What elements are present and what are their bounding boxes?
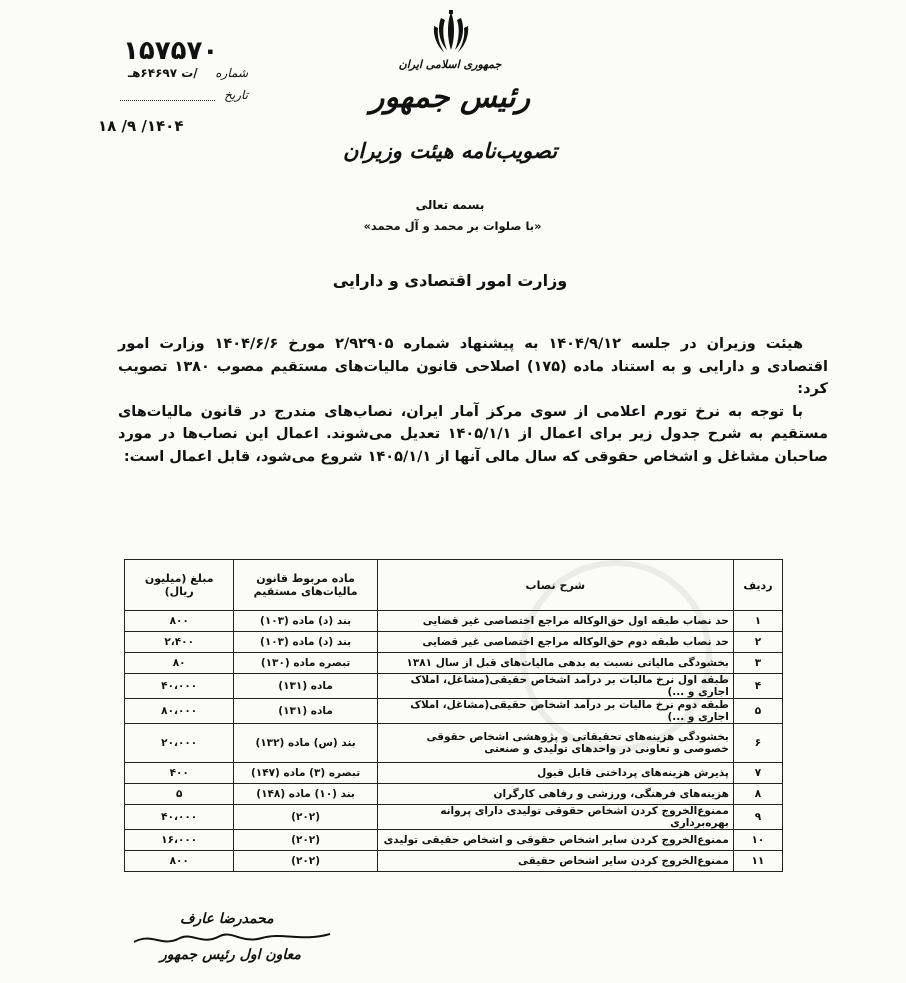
description-cell: حد نصاب طبقه اول حق‌الوکاله مراجع اختصاصی غیر قضایی — [377, 611, 733, 632]
amount-cell: ۸۰۰ — [125, 611, 234, 632]
law-cell: تبصره (۳) ماده (۱۴۷) — [234, 763, 377, 784]
law-cell: (۲۰۲) — [234, 830, 377, 851]
header-row-number: ردیف — [733, 560, 782, 611]
body-paragraph-2: با توجه به نرخ تورم اعلامی از سوی مرکز آمار ایران، نصاب‌های مندرج در قانون مالیات‌های مستقیم به شرح جدول زیر برای اعمال از ۱۴۰۵/۱/۱ تعدیل می‌شوند. اعمال این نصاب‌ها در مورد صاحبان مشاغل و اشخاص حقوقی که سال مالی آنها از ۱۴۰۵/۱/۱ شروع می‌شود، قابل اعمال است: — [118, 403, 828, 465]
date-label: تاریخ — [224, 88, 248, 102]
amount-cell: ۴۰،۰۰۰ — [125, 805, 234, 830]
table-row — [125, 805, 783, 830]
number-ref: /ت ۶۴۶۹۷هـ — [128, 66, 198, 80]
row-number-cell: ۸ — [733, 784, 782, 805]
letter-number: ۱۵۷۵۷۰ — [123, 36, 219, 66]
amount-cell: ۴۰۰ — [125, 763, 234, 784]
table-row — [125, 830, 783, 851]
amount-cell: ۵ — [125, 784, 234, 805]
row-number-cell: ۱۱ — [733, 851, 782, 872]
row-number-cell: ۱ — [733, 611, 782, 632]
amount-cell: ۸۰۰ — [125, 851, 234, 872]
row-number-cell: ۹ — [733, 805, 782, 830]
table-row — [125, 632, 783, 653]
table-row — [125, 851, 783, 872]
table-row — [125, 674, 783, 699]
description-cell: ممنوع‌الخروج کردن سایر اشخاص حقیقی — [377, 851, 733, 872]
signer-title: معاون اول رئیس جمهور — [160, 947, 301, 963]
salawat: «با صلوات بر محمد و آل محمد» — [363, 219, 542, 233]
header-law: ماده مربوط قانون مالیات‌های مستقیم — [234, 560, 377, 611]
law-cell: بند (س) ماده (۱۳۲) — [234, 724, 377, 763]
row-number-cell: ۷ — [733, 763, 782, 784]
header-amount: مبلغ (میلیون ریال) — [125, 560, 234, 611]
office-title: رئیس جمهور — [369, 80, 531, 115]
description-cell: پذیرش هزینه‌های پرداختی قابل قبول — [377, 763, 733, 784]
table-header-row — [125, 560, 783, 611]
description-cell: بخشودگی هزینه‌های تحقیقاتی و پژوهشی اشخاص حقوقی خصوصی و تعاونی در واحدهای تولیدی و صنعتی — [377, 724, 733, 763]
law-cell: تبصره ماده (۱۳۰) — [234, 653, 377, 674]
document-subtitle: تصویب‌نامه هیئت وزیران — [342, 138, 558, 163]
date-row — [128, 88, 248, 106]
bismillah: بسمه تعالی — [415, 198, 485, 212]
row-number-cell: ۴ — [733, 674, 782, 699]
description-cell: طبقه اول نرخ مالیات بر درآمد اشخاص حقیقی(مشاغل، املاک اجاری و ...) — [377, 674, 733, 699]
amount-cell: ۲،۴۰۰ — [125, 632, 234, 653]
law-cell: ماده (۱۳۱) — [234, 699, 377, 724]
country-name: جمهوری اسلامی ایران — [398, 58, 502, 71]
description-cell: ممنوع‌الخروج کردن اشخاص حقوقی تولیدی دارای پروانه بهره‌برداری — [377, 805, 733, 830]
row-number-cell: ۵ — [733, 699, 782, 724]
description-cell: طبقه دوم نرخ مالیات بر درآمد اشخاص حقیقی(مشاغل، املاک اجاری و ...) — [377, 699, 733, 724]
row-number-cell: ۱۰ — [733, 830, 782, 851]
amount-cell: ۸۰ — [125, 653, 234, 674]
law-cell: بند (۱۰) ماده (۱۴۸) — [234, 784, 377, 805]
table-row — [125, 653, 783, 674]
description-cell: بخشودگی مالیاتی نسبت به بدهی مالیات‌های قبل از سال ۱۳۸۱ — [377, 653, 733, 674]
description-cell: حد نصاب طبقه دوم حق‌الوکاله مراجع اختصاصی غیر قضایی — [377, 632, 733, 653]
header-description: شرح نصاب — [377, 560, 733, 611]
table-row — [125, 724, 783, 763]
table-row — [125, 611, 783, 632]
amount-cell: ۲۰،۰۰۰ — [125, 724, 234, 763]
description-cell: ممنوع‌الخروج کردن سایر اشخاص حقوقی و اشخاص حقیقی تولیدی — [377, 830, 733, 851]
table-row — [125, 784, 783, 805]
iran-emblem-icon — [429, 8, 473, 56]
amount-cell: ۱۶،۰۰۰ — [125, 830, 234, 851]
signer-name: محمدرضا عارف — [180, 911, 274, 927]
law-cell: ماده (۱۳۱) — [234, 674, 377, 699]
table-row — [125, 699, 783, 724]
row-number-cell: ۶ — [733, 724, 782, 763]
law-cell: بند (د) ماده (۱۰۳) — [234, 632, 377, 653]
amount-cell: ۴۰،۰۰۰ — [125, 674, 234, 699]
table-row — [125, 763, 783, 784]
row-number-cell: ۲ — [733, 632, 782, 653]
recipient-heading: وزارت امور اقتصادی و دارایی — [332, 271, 568, 290]
body-paragraph-1: هیئت وزیران در جلسه ۱۴۰۴/۹/۱۲ به پیشنهاد شماره ۲/۹۲۹۰۵ مورخ ۱۴۰۴/۶/۶ وزارت امور اقتصادی و دارایی و به استناد ماده (۱۷۵) اصلاحی قانون مالیات‌های مستقیم مصوب ۱۳۸۰ تصویب کرد: — [118, 336, 828, 397]
number-row — [128, 66, 248, 84]
amount-cell: ۸۰،۰۰۰ — [125, 699, 234, 724]
body-text — [118, 333, 828, 468]
date-value: ۱۴۰۴/ ۹/ ۱۸ — [98, 117, 184, 135]
law-cell: بند (د) ماده (۱۰۳) — [234, 611, 377, 632]
thresholds-table — [124, 559, 783, 872]
description-cell: هزینه‌های فرهنگی، ورزشی و رفاهی کارگران — [377, 784, 733, 805]
law-cell: (۲۰۲) — [234, 851, 377, 872]
law-cell: (۲۰۲) — [234, 805, 377, 830]
row-number-cell: ۳ — [733, 653, 782, 674]
number-label: شماره — [215, 66, 248, 80]
